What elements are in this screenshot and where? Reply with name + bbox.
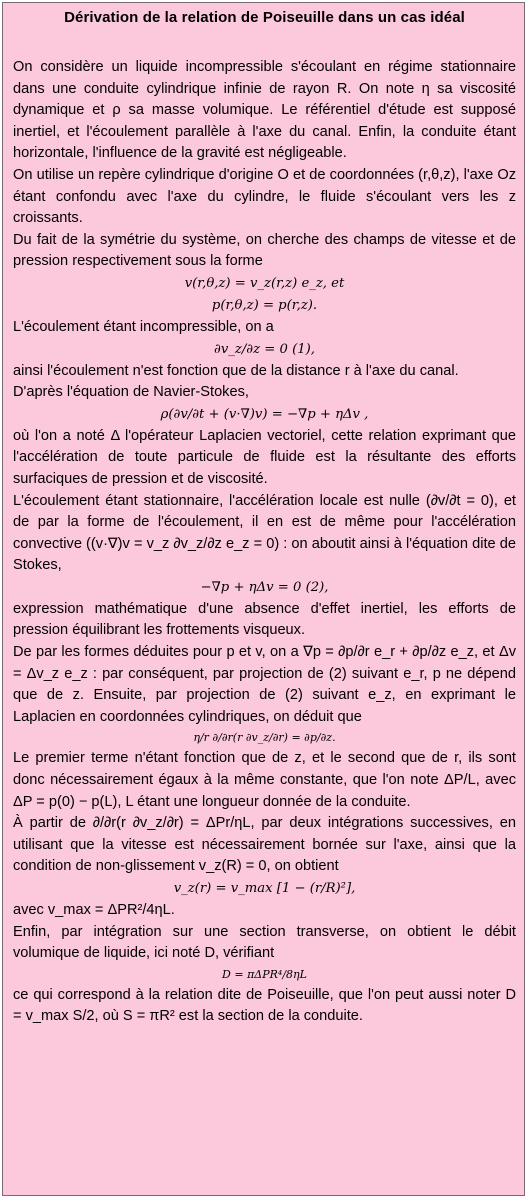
equation-stokes: −∇p + ηΔv = 0 (2),: [200, 579, 329, 595]
paragraph-vmax: avec v_max = ΔPR²/4ηL.: [13, 902, 175, 918]
paragraph-stationary: L'écoulement étant stationnaire, l'accélération locale est nulle (∂v/∂t = 0), et de par la forme de l'écoulement, il en est de même pour l'accélération convective ((v·∇)v = v_z ∂v_z/∂z e_z = 0) : on aboutit ainsi à l'équation dite de Stokes,: [13, 492, 516, 574]
equation-pressure-field: p(r,θ,z) = p(r,z).: [211, 297, 318, 313]
paragraph-incompressible: L'écoulement étant incompressible, on a: [13, 318, 274, 335]
paragraph-constant: Le premier terme n'étant fonction que de z, et le second que de r, ils sont donc nécessairement égaux à la même constante, que l'on note ΔP/L, avec ΔP = p(0) − p(L), L étant une longueur donnée de la conduite.: [13, 750, 516, 810]
equation-poiseuille: D = πΔPR⁴/8ηL: [222, 967, 307, 981]
equation-navier-stokes: ρ(∂v/∂t + (v·∇)v) = −∇p + ηΔv ,: [160, 406, 369, 422]
page-title: Dérivation de la relation de Poiseuille dans un cas idéal: [64, 9, 465, 26]
document-body: [13, 3, 516, 1028]
equation-incompressibility: ∂v_z/∂z = 0 (1),: [214, 341, 315, 357]
title-spacer: [13, 31, 516, 57]
paragraph-integration: À partir de ∂/∂r(r ∂v_z/∂r) = ΔPr/ηL, par deux intégrations successives, en utilisant que la vitesse est nécessairement bornée sur l'axe, ainsi que la condition de non-glissement v_z(R) = 0, on obtient: [13, 815, 516, 875]
paragraph-radial-dependence: ainsi l'écoulement n'est fonction que de la distance r à l'axe du canal.: [13, 362, 459, 379]
paragraph-flow-rate: Enfin, par intégration sur une section transverse, on obtient le débit volumique de liquide, ici noté D, vérifiant: [13, 923, 516, 962]
document-card: [2, 2, 525, 1196]
equation-velocity-profile: v_z(r) = v_max [1 − (r/R)²],: [173, 881, 356, 896]
paragraph-laplacian-meaning: où l'on a noté Δ l'opérateur Laplacien vectoriel, cette relation exprimant que l'accélération de toute particule de fluide est la résultante des efforts surfaciques de pression et de viscosité.: [13, 427, 516, 487]
paragraph-navier-stokes: D'après l'équation de Navier-Stokes,: [13, 384, 249, 401]
paragraph-coordinates: On utilise un repère cylindrique d'origine O et de coordonnées (r,θ,z), l'axe Oz étant confondu avec l'axe du cylindre, le fluide s'écoulant vers les z croissants.: [13, 166, 516, 227]
equation-cylindrical-laplacian: η/r ∂/∂r(r ∂v_z/∂r) = ∂p/∂z.: [193, 731, 336, 745]
paragraph-intro: On considère un liquide incompressible s'écoulant en régime stationnaire dans une conduite cylindrique infinie de rayon R. On note η sa viscosité dynamique et ρ sa masse volumique. Le référentiel d'étude est supposé inertiel, et l'écoulement parallèle à l'axe du canal. Enfin, la conduite étant horizontale, l'influence de la gravité est négligeable.: [13, 59, 516, 162]
paragraph-no-inertia: expression mathématique d'une absence d'effet inertiel, les efforts de pression équilibrant les frottements visqueux.: [13, 600, 516, 639]
paragraph-symmetry: Du fait de la symétrie du système, on cherche des champs de vitesse et de pression respectivement sous la forme: [13, 231, 516, 270]
paragraph-conclusion: ce qui correspond à la relation dite de Poiseuille, que l'on peut aussi noter D = v_max S/2, où S = πR² est la section de la conduite.: [13, 986, 516, 1025]
paragraph-projection: De par les formes déduites pour p et v, on a ∇p = ∂p/∂r e_r + ∂p/∂z e_z, et Δv = Δv_z e_z : par conséquent, par projection de (2) suivant e_r, p ne dépend que de z. Ensuite, par projection de (2) suivant e_z, en exprimant le Laplacien en coordonnées cylindriques, on déduit que: [13, 644, 516, 725]
equation-velocity-field: v(r,θ,z) = v_z(r,z) e_z, et: [184, 275, 345, 291]
